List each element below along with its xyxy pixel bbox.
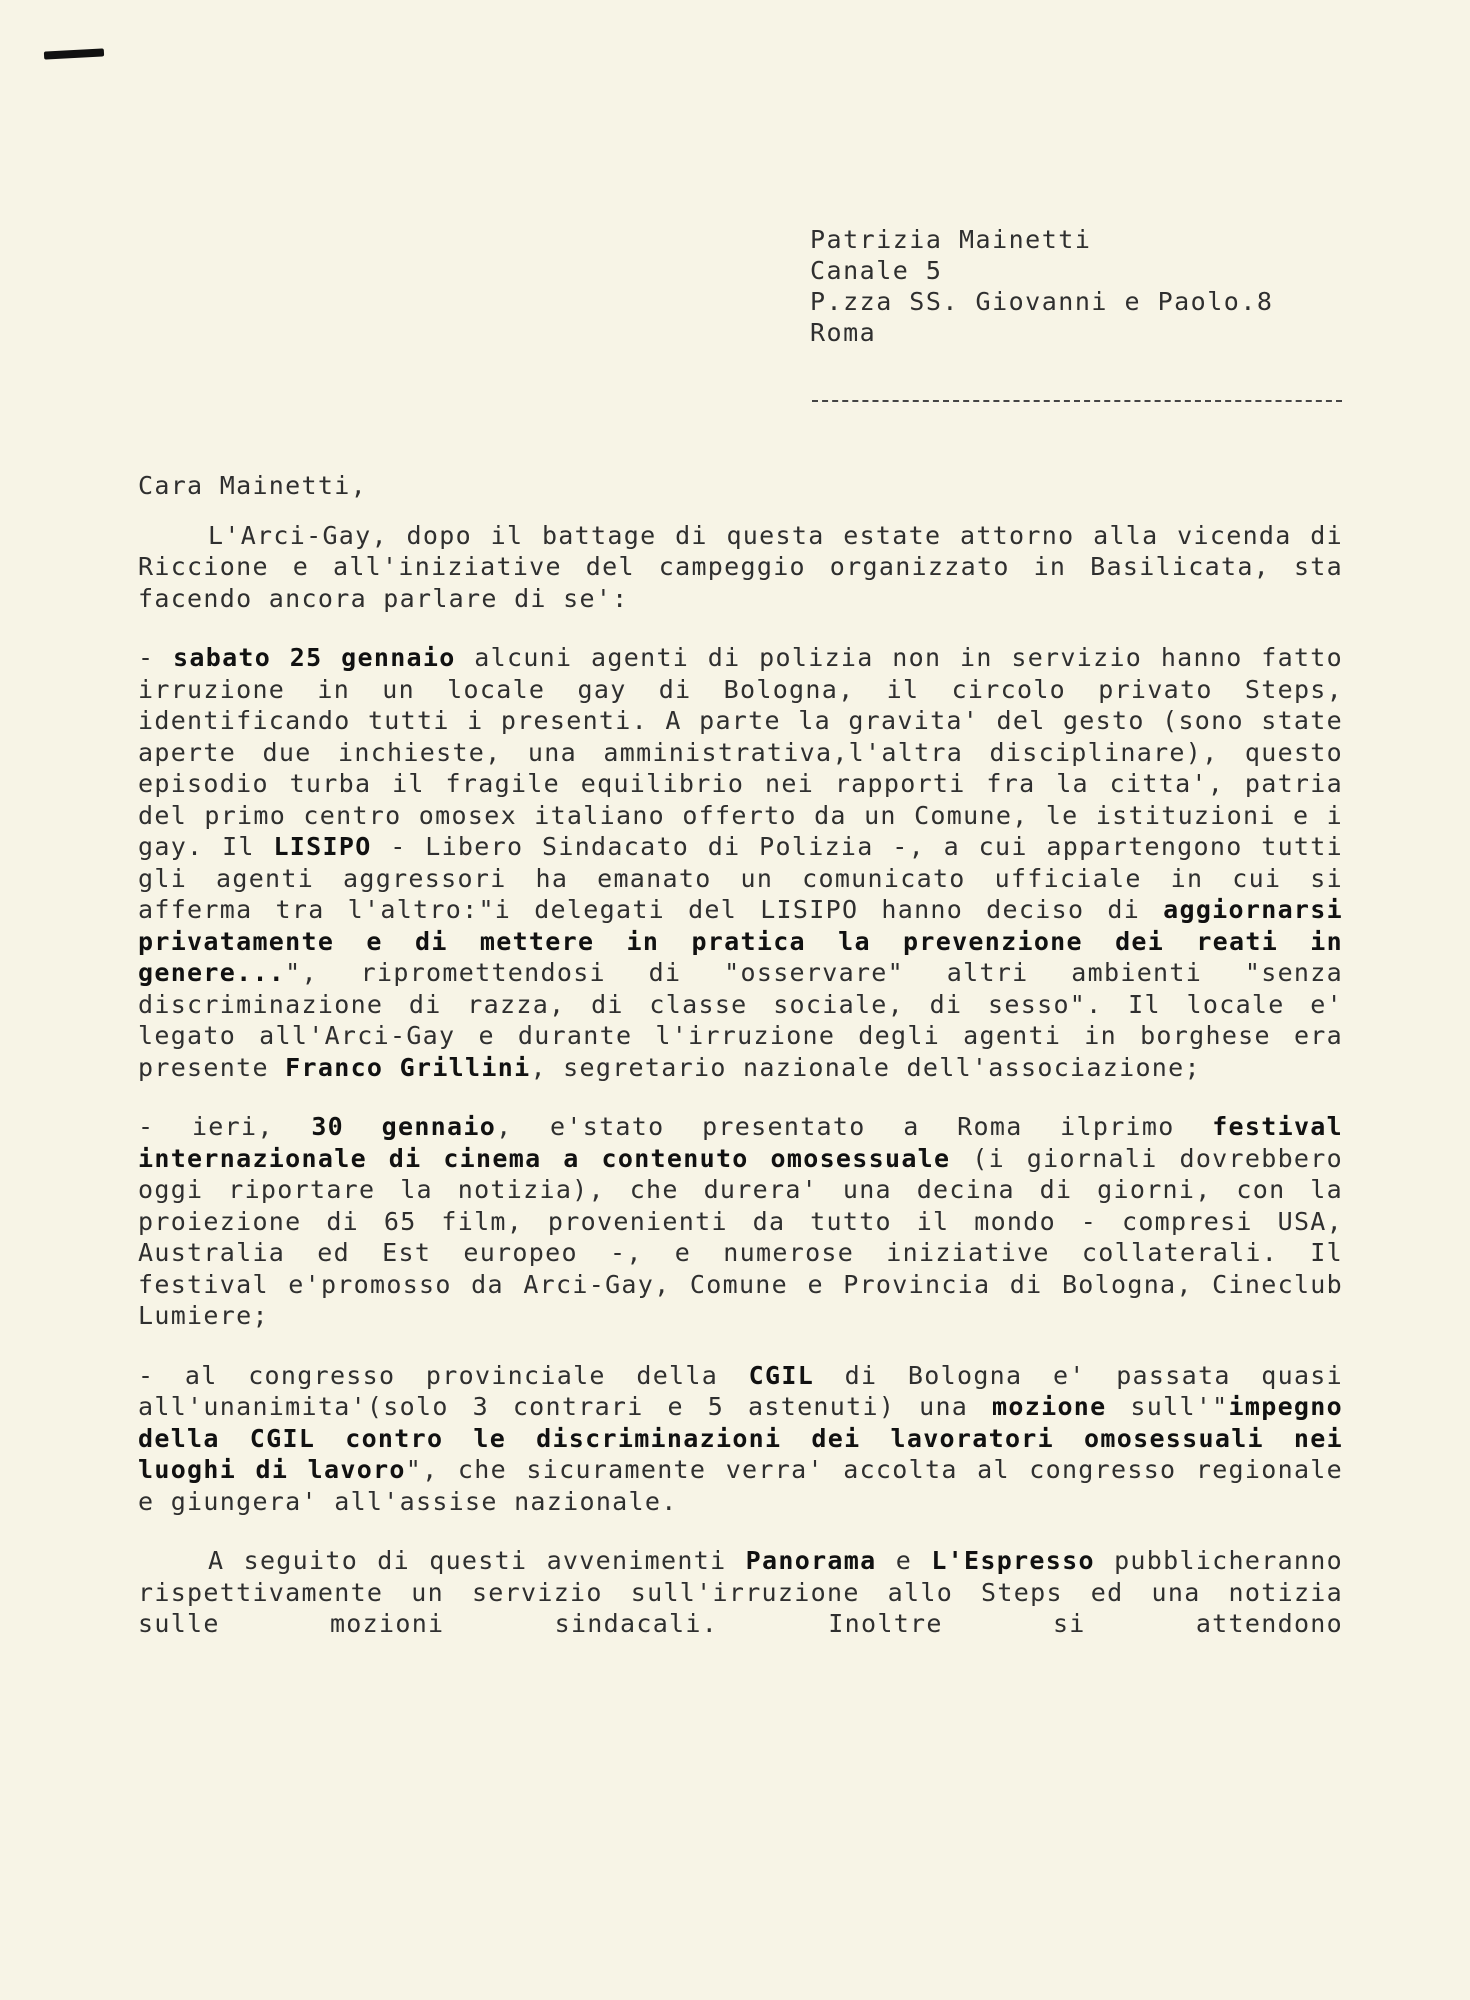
text: , e'stato presentato a Roma ilprimo	[496, 1112, 1213, 1141]
letter-body	[138, 470, 1343, 1668]
emphasis-espresso: L'Espresso	[931, 1546, 1095, 1575]
emphasis-name: Franco Grillini	[285, 1052, 531, 1082]
text: e	[876, 1546, 932, 1575]
closing-paragraph	[138, 1545, 1343, 1640]
salutation: Cara Mainetti,	[138, 471, 367, 500]
emphasis-festival: festival internazionale di cinema a contenuto omosessuale	[138, 1112, 1344, 1173]
emphasis-lisipo: LISIPO	[273, 832, 372, 861]
text: sull'"	[1106, 1392, 1229, 1421]
emphasis-date: 30 gennaio	[311, 1112, 497, 1141]
text: alcuni agenti di polizia non in servizio hanno fatto irruzione in un locale gay di Bologna, il circolo privato Steps, identificando tutti i presenti. A parte la gravita' del gesto (sono state aperte due inchieste, una amministrativa,l'altra disciplinare), questo episodio turba il fragile equilibrio nei rapporti fra la citta', patria del primo centro omosex italiano offerto da un Comune, le istituzioni e i gay. Il	[138, 643, 1343, 861]
text: A seguito di questi avvenimenti	[208, 1546, 746, 1575]
intro-paragraph: L'Arci-Gay, dopo il battage di questa estate attorno alla vicenda di Riccione e all'iniziative del campeggio organizzato in Basilicata, sta facendo ancora parlare di se':	[138, 520, 1343, 613]
text: ", che sicuramente verra' accolta al congresso regionale e giungera' all'assise nazionale.	[138, 1455, 1343, 1516]
address-organization: Canale 5	[810, 256, 943, 285]
emphasis-cgil: CGIL	[748, 1360, 815, 1390]
address-city: Roma	[810, 318, 877, 347]
paragraph-raid-steps	[138, 642, 1343, 1083]
text: - Libero Sindacato di Polizia -, a cui appartengono tutti gli agenti aggressori ha emanato un comunicato ufficiale in cui si afferma tra l'altro:"i delegati del LISIPO hanno deciso di	[138, 832, 1344, 924]
address-name: Patrizia Mainetti	[810, 225, 1092, 254]
address-underline	[812, 400, 1342, 402]
emphasis-date: sabato 25 gennaio	[173, 643, 456, 672]
text: - ieri,	[138, 1112, 312, 1141]
text: di Bologna e' passata quasi all'unanimita'(solo 3 contrari e 5 astenuti) una	[138, 1360, 1343, 1421]
emphasis-impegno: impegno della CGIL contro le discriminazioni dei lavoratori omosessuali nei luoghi di lavoro	[138, 1392, 1343, 1484]
address-street: P.zza SS. Giovanni e Paolo.8	[810, 287, 1274, 316]
paragraph-cgil-motion	[138, 1360, 1343, 1518]
text: - al congresso provinciale della	[138, 1360, 749, 1390]
handwritten-mark	[44, 48, 104, 59]
recipient-address	[810, 224, 1273, 348]
emphasis-panorama: Panorama	[745, 1546, 877, 1575]
text: , segretario nazionale dell'associazione;	[530, 1052, 1201, 1082]
emphasis-mozione: mozione	[992, 1392, 1107, 1421]
emphasis-quote: aggiornarsi privatamente e di mettere in pratica la prevenzione dei reati in genere...	[138, 895, 1343, 987]
text: -	[138, 643, 174, 672]
text: ", ripromettendosi di "osservare" altri ambienti "senza discriminazione di razza, di classe sociale, di sesso". Il locale e' legato all'Arci-Gay e durante l'irruzione degli agenti in borghese era presente	[138, 958, 1343, 1082]
text: pubblicheranno rispettivamente un servizio sull'irruzione allo Steps ed una notizia sulle mozioni sindacali. Inoltre si attendono	[138, 1546, 1343, 1638]
paragraph-film-festival	[138, 1111, 1343, 1332]
text: (i giornali dovrebbero oggi riportare la notizia), che durera' una decina di giorni, con la proiezione di 65 film, provenienti da tutto il mondo - compresi USA, Australia ed Est europeo -, e numerose iniziative collaterali. Il festival e'promosso da Arci-Gay, Comune e Provincia di Bologna, Cineclub Lumiere;	[138, 1143, 1343, 1330]
